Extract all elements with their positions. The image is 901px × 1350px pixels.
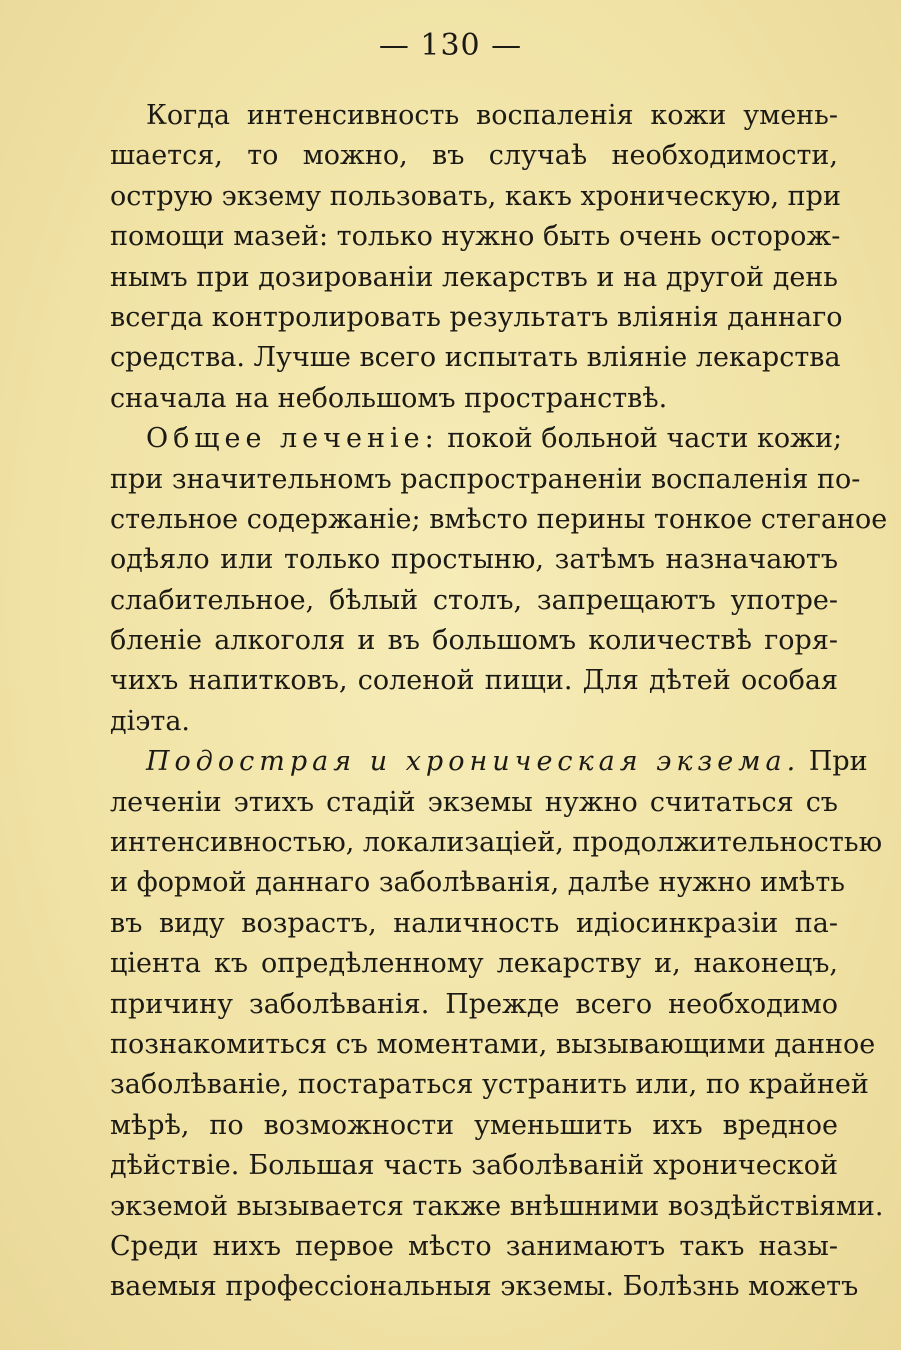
text-line: шается, то можно, въ случаѣ необходимости, <box>110 140 838 172</box>
text-line: въ виду возрастъ, наличность идіосинкразіи па- <box>110 907 838 939</box>
text-line: стельное содержаніе; вмѣсто перины тонкое стеганое <box>110 503 888 535</box>
section-heading: Подострая и хроническая экзема. <box>146 746 801 778</box>
text-line: дѣйствіе. Большая часть заболѣваній хронической <box>110 1150 838 1182</box>
text-line: діэта. <box>110 705 190 737</box>
text-line: причину заболѣванія. Прежде всего необходимо <box>110 988 838 1020</box>
body-text <box>110 96 888 1308</box>
text-line: бленіе алкоголя и въ большомъ количествѣ горя- <box>110 625 838 657</box>
text-line: острую экзему пользовать, какъ хроническую, при <box>110 180 841 212</box>
text-line: Среди нихъ первое мѣсто занимаютъ такъ назы- <box>110 1230 838 1262</box>
text-fragment: покой больной части кожи; <box>447 423 843 455</box>
text-line: сначала на небольшомъ пространствѣ. <box>110 382 668 414</box>
text-line: помощи мазей: только нужно быть очень осторож- <box>110 221 841 253</box>
text-fragment: При <box>808 746 868 778</box>
text-line: заболѣваніе, постараться устранить или, по крайней <box>110 1069 869 1101</box>
text-line-with-heading <box>110 419 843 459</box>
paragraph-acute-eczema-ointments <box>110 96 843 419</box>
page-number: — 130 — <box>378 28 523 63</box>
text-line: познакомиться съ моментами, вызывающими данное <box>110 1028 876 1060</box>
text-line: всегда контролировать результатъ вліянія даннаго <box>110 301 843 333</box>
section-heading: Общее леченіе: <box>146 423 439 455</box>
text-line: мѣрѣ, по возможности уменьшить ихъ вредное <box>110 1109 838 1141</box>
text-line: ваемыя профессіональныя экземы. Болѣзнь можетъ <box>110 1271 859 1303</box>
text-line: слабительное, бѣлый столъ, запрещаютъ употре- <box>110 584 838 616</box>
text-line: ціента къ опредѣленному лекарству и, наконецъ, <box>110 948 838 980</box>
text-line: экземой вызывается также внѣшними воздѣйствіями. <box>110 1190 884 1222</box>
text-line: Когда интенсивность воспаленія кожи умень- <box>146 100 838 131</box>
text-line: и формой даннаго заболѣванія, далѣе нужно имѣть <box>110 867 845 899</box>
text-line-with-heading <box>110 742 868 782</box>
paragraph-general-treatment <box>110 419 888 742</box>
text-line: интенсивностью, локализаціей, продолжительностью <box>110 827 883 859</box>
text-line: средства. Лучше всего испытать вліяніе лекарства <box>110 342 841 374</box>
text-line: одѣяло или только простыню, затѣмъ назначаютъ <box>110 544 838 576</box>
text-line: при значительномъ распространеніи воспаленія по- <box>110 463 861 495</box>
text-line: чихъ напитковъ, соленой пищи. Для дѣтей особая <box>110 665 838 697</box>
text-line: леченіи этихъ стадій экземы нужно считаться съ <box>110 786 838 818</box>
text-line: нымъ при дозированіи лекарствъ и на другой день <box>110 261 838 293</box>
paragraph-subacute-chronic-eczema <box>110 742 884 1307</box>
